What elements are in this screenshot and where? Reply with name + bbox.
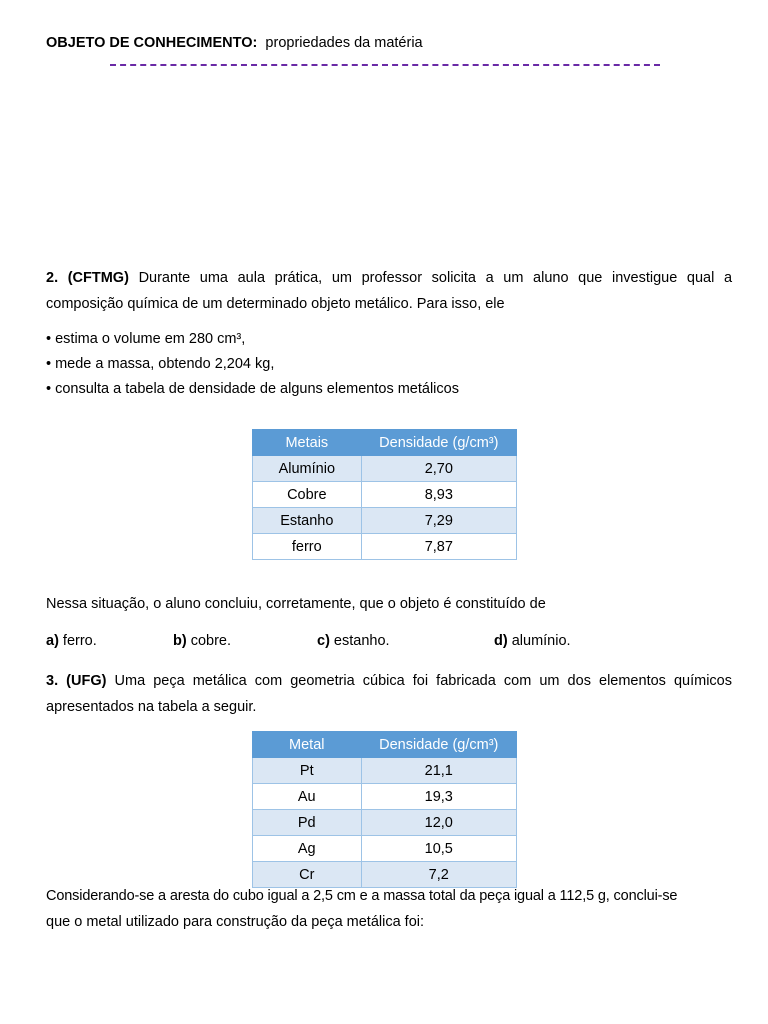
option-letter: c) [317, 633, 330, 649]
table-row [253, 758, 517, 784]
table-row [253, 836, 517, 862]
table-cell-density: 7,29 [361, 508, 516, 534]
q3-density-table [252, 731, 517, 888]
option-text: ferro. [58, 633, 97, 649]
table-row [253, 456, 517, 482]
table-row [253, 508, 517, 534]
option-text: cobre. [186, 633, 232, 649]
table-cell-density: 12,0 [361, 810, 516, 836]
table-row [253, 810, 517, 836]
q3-question-line1: Considerando-se a aresta do cubo igual a 2,5 cm e a massa total da peça igual a 112,5 g, conclui-se [46, 888, 678, 904]
table-cell-metal: Au [253, 784, 362, 810]
q2-option-d [494, 631, 571, 651]
table-row [253, 862, 517, 888]
q3-intro-line2: apresentados na tabela a seguir. [46, 699, 257, 715]
q3-number: 3. (UFG) [46, 673, 107, 689]
option-letter: a) [46, 633, 59, 649]
table-cell-density: 21,1 [361, 758, 516, 784]
table-cell-metal: Cr [253, 862, 362, 888]
table-cell-metal: Pt [253, 758, 362, 784]
q3-table-header-density: Densidade (g/cm³) [361, 732, 516, 758]
q2-table-header-density: Densidade (g/cm³) [361, 430, 516, 456]
q2-intro-line2: composição química de um determinado objeto metálico. Para isso, ele [46, 296, 505, 312]
q2-table-header-metal: Metais [253, 430, 362, 456]
table-cell-density: 19,3 [361, 784, 516, 810]
header-divider [110, 64, 660, 66]
q2-intro-line1 [46, 268, 732, 288]
option-text: estanho. [329, 633, 390, 649]
table-cell-density: 10,5 [361, 836, 516, 862]
table-cell-density: 7,87 [361, 534, 516, 560]
table-row [253, 482, 517, 508]
table-cell-density: 8,93 [361, 482, 516, 508]
q3-question-line2: que o metal utilizado para construção da peça metálica foi: [46, 914, 425, 930]
table-cell-metal: Cobre [253, 482, 362, 508]
page-header [46, 33, 732, 53]
table-cell-density: 7,2 [361, 862, 516, 888]
table-row [253, 784, 517, 810]
option-letter: b) [173, 633, 187, 649]
q2-number: 2. (CFTMG) [46, 270, 129, 286]
option-letter: d) [494, 633, 508, 649]
table-cell-metal: Estanho [253, 508, 362, 534]
header-label: OBJETO DE CONHECIMENTO: [46, 35, 258, 51]
table-cell-metal: ferro [253, 534, 362, 560]
header-value: propriedades da matéria [265, 35, 423, 51]
table-cell-metal: Pd [253, 810, 362, 836]
q3-table-header-metal: Metal [253, 732, 362, 758]
option-text: alumínio. [507, 633, 571, 649]
q2-intro-text1: Durante uma aula prática, um professor solicita a um aluno que investigue qual a [138, 270, 733, 286]
table-cell-metal: Alumínio [253, 456, 362, 482]
q2-option-b [173, 631, 231, 651]
table-row [253, 534, 517, 560]
q3-intro-line1 [46, 671, 732, 691]
table-cell-density: 2,70 [361, 456, 516, 482]
q2-question: Nessa situação, o aluno concluiu, corretamente, que o objeto é constituído de [46, 596, 546, 612]
q2-option-a [46, 631, 97, 651]
table-cell-metal: Ag [253, 836, 362, 862]
q2-bullet-mass: • mede a massa, obtendo 2,204 kg, [46, 356, 275, 372]
q2-bullet-volume: • estima o volume em 280 cm³, [46, 331, 246, 347]
q2-option-c [317, 631, 390, 651]
q2-bullet-table: • consulta a tabela de densidade de alguns elementos metálicos [46, 381, 459, 397]
q2-density-table [252, 429, 517, 560]
q3-intro-text1: Uma peça metálica com geometria cúbica foi fabricada com um dos elementos químicos [114, 673, 733, 689]
